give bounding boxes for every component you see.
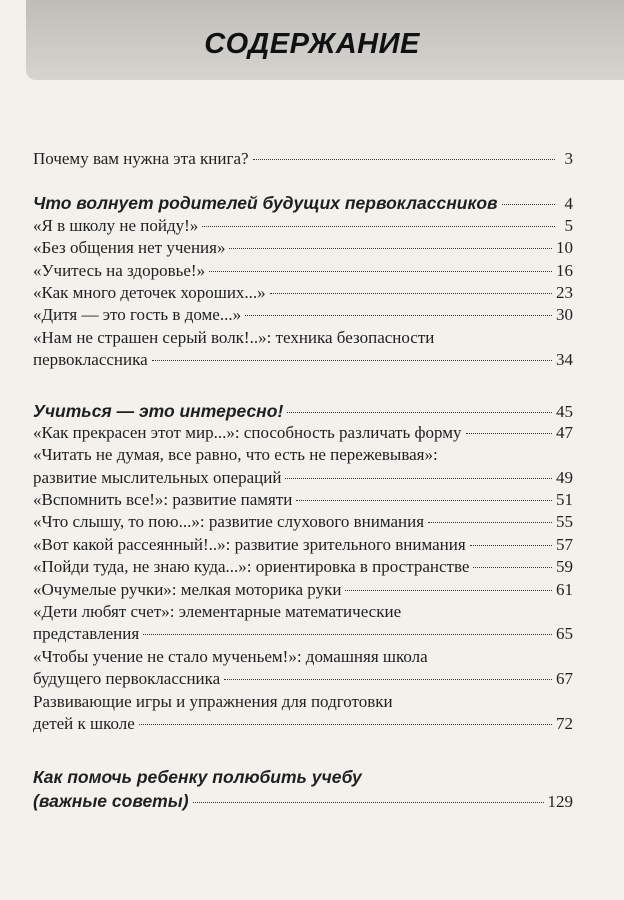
- toc-entry-row[interactable]: [33, 489, 573, 511]
- dot-leader: [270, 293, 552, 294]
- toc-entry-text: «Как прекрасен этот мир...»: способность различать форму: [33, 422, 462, 442]
- toc-entry-row[interactable]: [33, 422, 573, 444]
- dot-leader: [202, 226, 555, 227]
- toc-entry-first-line[interactable]: Развивающие игры и упражнения для подготовки: [33, 691, 393, 711]
- section-title: Что волнует родителей будущих первоклассников: [33, 193, 498, 214]
- toc-entry-row[interactable]: [33, 511, 573, 533]
- dot-leader: [345, 590, 552, 591]
- dot-leader: [287, 412, 552, 413]
- dot-leader: [502, 204, 555, 205]
- page-number: 51: [556, 490, 573, 510]
- page-number: 57: [556, 534, 573, 554]
- page-number: 47: [556, 422, 573, 442]
- toc-entry-first-line[interactable]: «Читать не думая, все равно, что есть не пережевывая»:: [33, 445, 438, 465]
- page-number: 34: [556, 350, 573, 370]
- section-heading-row[interactable]: [33, 789, 573, 813]
- toc-entry-text: развитие мыслительных операций: [33, 467, 282, 487]
- toc-entry-row[interactable]: [33, 282, 573, 304]
- toc-entry-text: представления: [33, 624, 140, 644]
- page-title: СОДЕРЖАНИЕ: [204, 28, 420, 60]
- page-number: 72: [556, 713, 573, 733]
- dot-leader: [209, 271, 552, 272]
- page-number: 30: [556, 305, 573, 325]
- dot-leader: [229, 248, 552, 249]
- toc-entry-row[interactable]: [33, 215, 573, 237]
- toc-entry-row[interactable]: [33, 668, 573, 690]
- dot-leader: [470, 545, 552, 546]
- dot-leader: [139, 724, 552, 725]
- toc-entry-text: детей к школе: [33, 713, 135, 733]
- toc-entry-row[interactable]: [33, 260, 573, 282]
- toc-entry-text: первоклассника: [33, 350, 148, 370]
- toc-entry-row[interactable]: [33, 534, 573, 556]
- toc-entry-row[interactable]: [33, 713, 573, 735]
- toc-entry-text: «Учитесь на здоровье!»: [33, 260, 206, 280]
- toc-entry-text: «Очумелые ручки»: мелкая моторика руки: [33, 579, 342, 599]
- toc-entry-row[interactable]: [33, 304, 573, 326]
- page-number: 16: [556, 260, 573, 280]
- toc-entry-row[interactable]: [33, 579, 573, 601]
- toc-entry-row[interactable]: [33, 467, 573, 489]
- toc-entry-first-line[interactable]: «Нам не страшен серый волк!..»: техника безопасности: [33, 327, 435, 347]
- toc-entry-text: Почему вам нужна эта книга?: [33, 149, 249, 168]
- page-number: 129: [547, 792, 573, 812]
- section-heading-row[interactable]: [33, 192, 573, 214]
- dot-leader: [466, 433, 552, 434]
- toc-entry-row[interactable]: [33, 349, 573, 371]
- toc-entry-text: «Без общения нет учения»: [33, 238, 226, 258]
- section-heading-row[interactable]: [33, 400, 573, 422]
- toc-entry-first-line[interactable]: «Чтобы учение не стало мученьем!»: домашняя школа: [33, 646, 428, 666]
- dot-leader: [245, 315, 552, 316]
- page-number: 55: [556, 512, 573, 532]
- toc-entry-text: «Что слышу, то пою...»: развитие слухового внимания: [33, 512, 425, 532]
- toc-entry-row[interactable]: [33, 237, 573, 259]
- toc-entry-text: «Вспомнить все!»: развитие памяти: [33, 490, 293, 510]
- page-number: 23: [556, 282, 573, 302]
- toc-entry-row[interactable]: [33, 623, 573, 645]
- dot-leader: [143, 634, 552, 635]
- page-number: 61: [556, 579, 573, 599]
- dot-leader: [473, 567, 552, 568]
- page-number: 4: [564, 194, 573, 214]
- section-title-first-line[interactable]: Как помочь ребенку полюбить учебу: [33, 767, 362, 788]
- toc-intro-row[interactable]: [33, 148, 573, 170]
- dot-leader: [285, 478, 552, 479]
- toc-entry-text: «Дитя — это гость в доме...»: [33, 305, 242, 325]
- toc-entry-text: будущего первоклассника: [33, 669, 221, 689]
- page-number: 49: [556, 467, 573, 487]
- page-number: 65: [556, 624, 573, 644]
- section-title: (важные советы): [33, 791, 189, 812]
- toc-entry-first-line[interactable]: «Дети любят счет»: элементарные математические: [33, 602, 402, 622]
- page-number: 10: [556, 238, 573, 258]
- toc-entry-row[interactable]: [33, 556, 573, 578]
- page-number: 67: [556, 669, 573, 689]
- dot-leader: [253, 159, 555, 160]
- toc-entry-text: «Как много деточек хороших...»: [33, 282, 266, 302]
- dot-leader: [152, 360, 552, 361]
- dot-leader: [296, 500, 552, 501]
- toc-entry-text: «Пойди туда, не знаю куда...»: ориентировка в пространстве: [33, 557, 470, 577]
- page-number: 59: [556, 557, 573, 577]
- section-title: Учиться — это интересно!: [33, 400, 284, 421]
- page-number: 3: [564, 149, 573, 168]
- page-number: 45: [556, 401, 573, 421]
- dot-leader: [428, 522, 552, 523]
- page-number: 5: [564, 215, 573, 235]
- toc-entry-text: «Я в школу не пойду!»: [33, 215, 199, 235]
- table-of-contents: [33, 148, 573, 813]
- dot-leader: [224, 679, 552, 680]
- dot-leader: [193, 802, 544, 803]
- toc-entry-text: «Вот какой рассеянный!..»: развитие зрительного внимания: [33, 534, 466, 554]
